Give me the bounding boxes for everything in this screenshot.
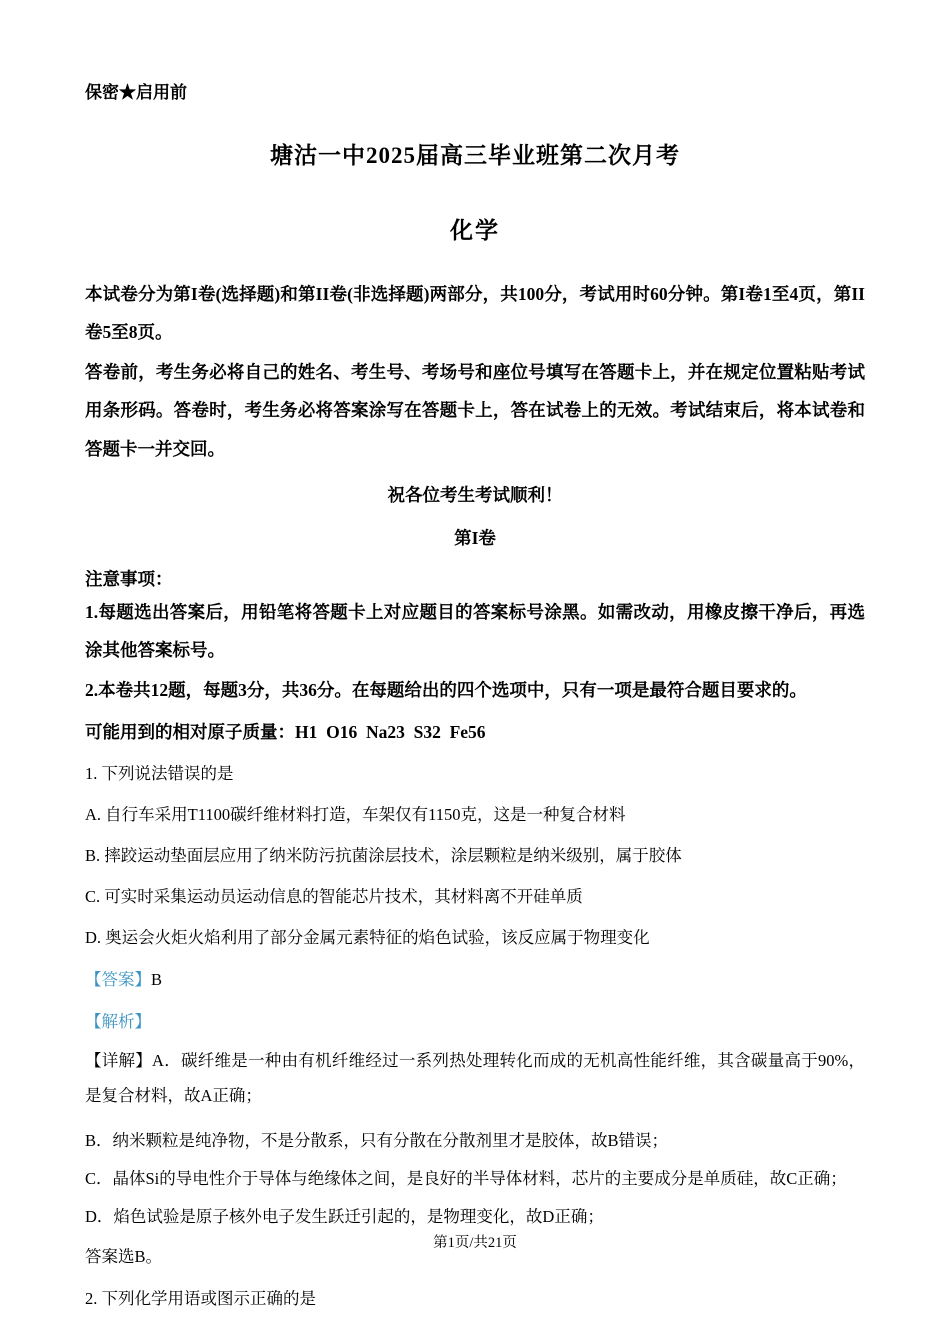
classification-label: 保密★启用前 [85, 83, 187, 102]
answer-label: 【答案】 [85, 970, 151, 990]
blessing-line: 祝各位考生考试顺利！ [387, 484, 563, 505]
detail-paragraph-d: D．焰色试验是原子核外电子发生跃迁引起的，是物理变化，故D正确； [85, 1207, 604, 1227]
detail-paragraph-b: B．纳米颗粒是纯净物，不是分散系，只有分散在分散剂里才是胶体，故B错误； [85, 1131, 669, 1151]
part-title: 第I卷 [454, 527, 496, 548]
exam-title: 塘沽一中2025届高三毕业班第二次月考 [270, 143, 680, 168]
question-1-option-a: A. 自行车采用T1100碳纤维材料打造，车架仅有1150克，这是一种复合材料 [85, 805, 626, 825]
intro-paragraph-1: 本试卷分为第I卷(选择题)和第II卷(非选择题)两部分，共100分，考试用时60分钟。第I卷1至4页，第II卷5至8页。 [85, 284, 865, 343]
notice-title: 注意事项： [85, 568, 173, 589]
analysis-label: 【解析】 [85, 1012, 151, 1032]
answer-value: B [151, 970, 163, 990]
detail-paragraph-c: C．晶体Si的导电性介于导体与绝缘体之间，是良好的半导体材料，芯片的主要成分是单质硅，故C正确； [85, 1169, 847, 1189]
question-1-stem: 1. 下列说法错误的是 [85, 764, 234, 784]
subject-title: 化学 [450, 218, 500, 243]
question-2-stem: 2. 下列化学用语或图示正确的是 [85, 1289, 316, 1309]
notice-item-1: 1.每题选出答案后，用铅笔将答题卡上对应题目的答案标号涂黑。如需改动，用橡皮擦干净后，再选涂其他答案标号。 [85, 601, 865, 660]
question-1-option-b: B. 摔跤运动垫面层应用了纳米防污抗菌涂层技术，涂层颗粒是纳米级别，属于胶体 [85, 846, 682, 866]
intro-paragraph-2: 答卷前，考生务必将自己的姓名、考生号、考场号和座位号填写在答题卡上，并在规定位置粘贴考试用条形码。答卷时，考生务必将答案涂写在答题卡上，答在试卷上的无效。考试结束后，将本试卷和答题卡一并交回。 [85, 362, 865, 459]
question-1-option-d: D. 奥运会火炬火焰利用了部分金属元素特征的焰色试验，该反应属于物理变化 [85, 928, 650, 948]
page-footer: 第1页/共21页 [433, 1235, 517, 1251]
analysis-line [85, 1008, 865, 1032]
answer-conclusion: 答案选B。 [85, 1247, 163, 1267]
notice-item-2: 2.本卷共12题，每题3分，共36分。在每题给出的四个选项中，只有一项是最符合题目要求的。 [85, 679, 807, 700]
detail-paragraph-a: 【详解】A．碳纤维是一种由有机纤维经过一系列热处理转化而成的无机高性能纤维，其含碳量高于90%，是复合材料，故A正确； [85, 1051, 865, 1105]
atomic-masses-line: 可能用到的相对原子质量：H1 O16 Na23 S32 Fe56 [85, 722, 486, 743]
answer-line [85, 966, 865, 990]
question-1-option-c: C. 可实时采集运动员运动信息的智能芯片技术，其材料离不开硅单质 [85, 887, 583, 907]
